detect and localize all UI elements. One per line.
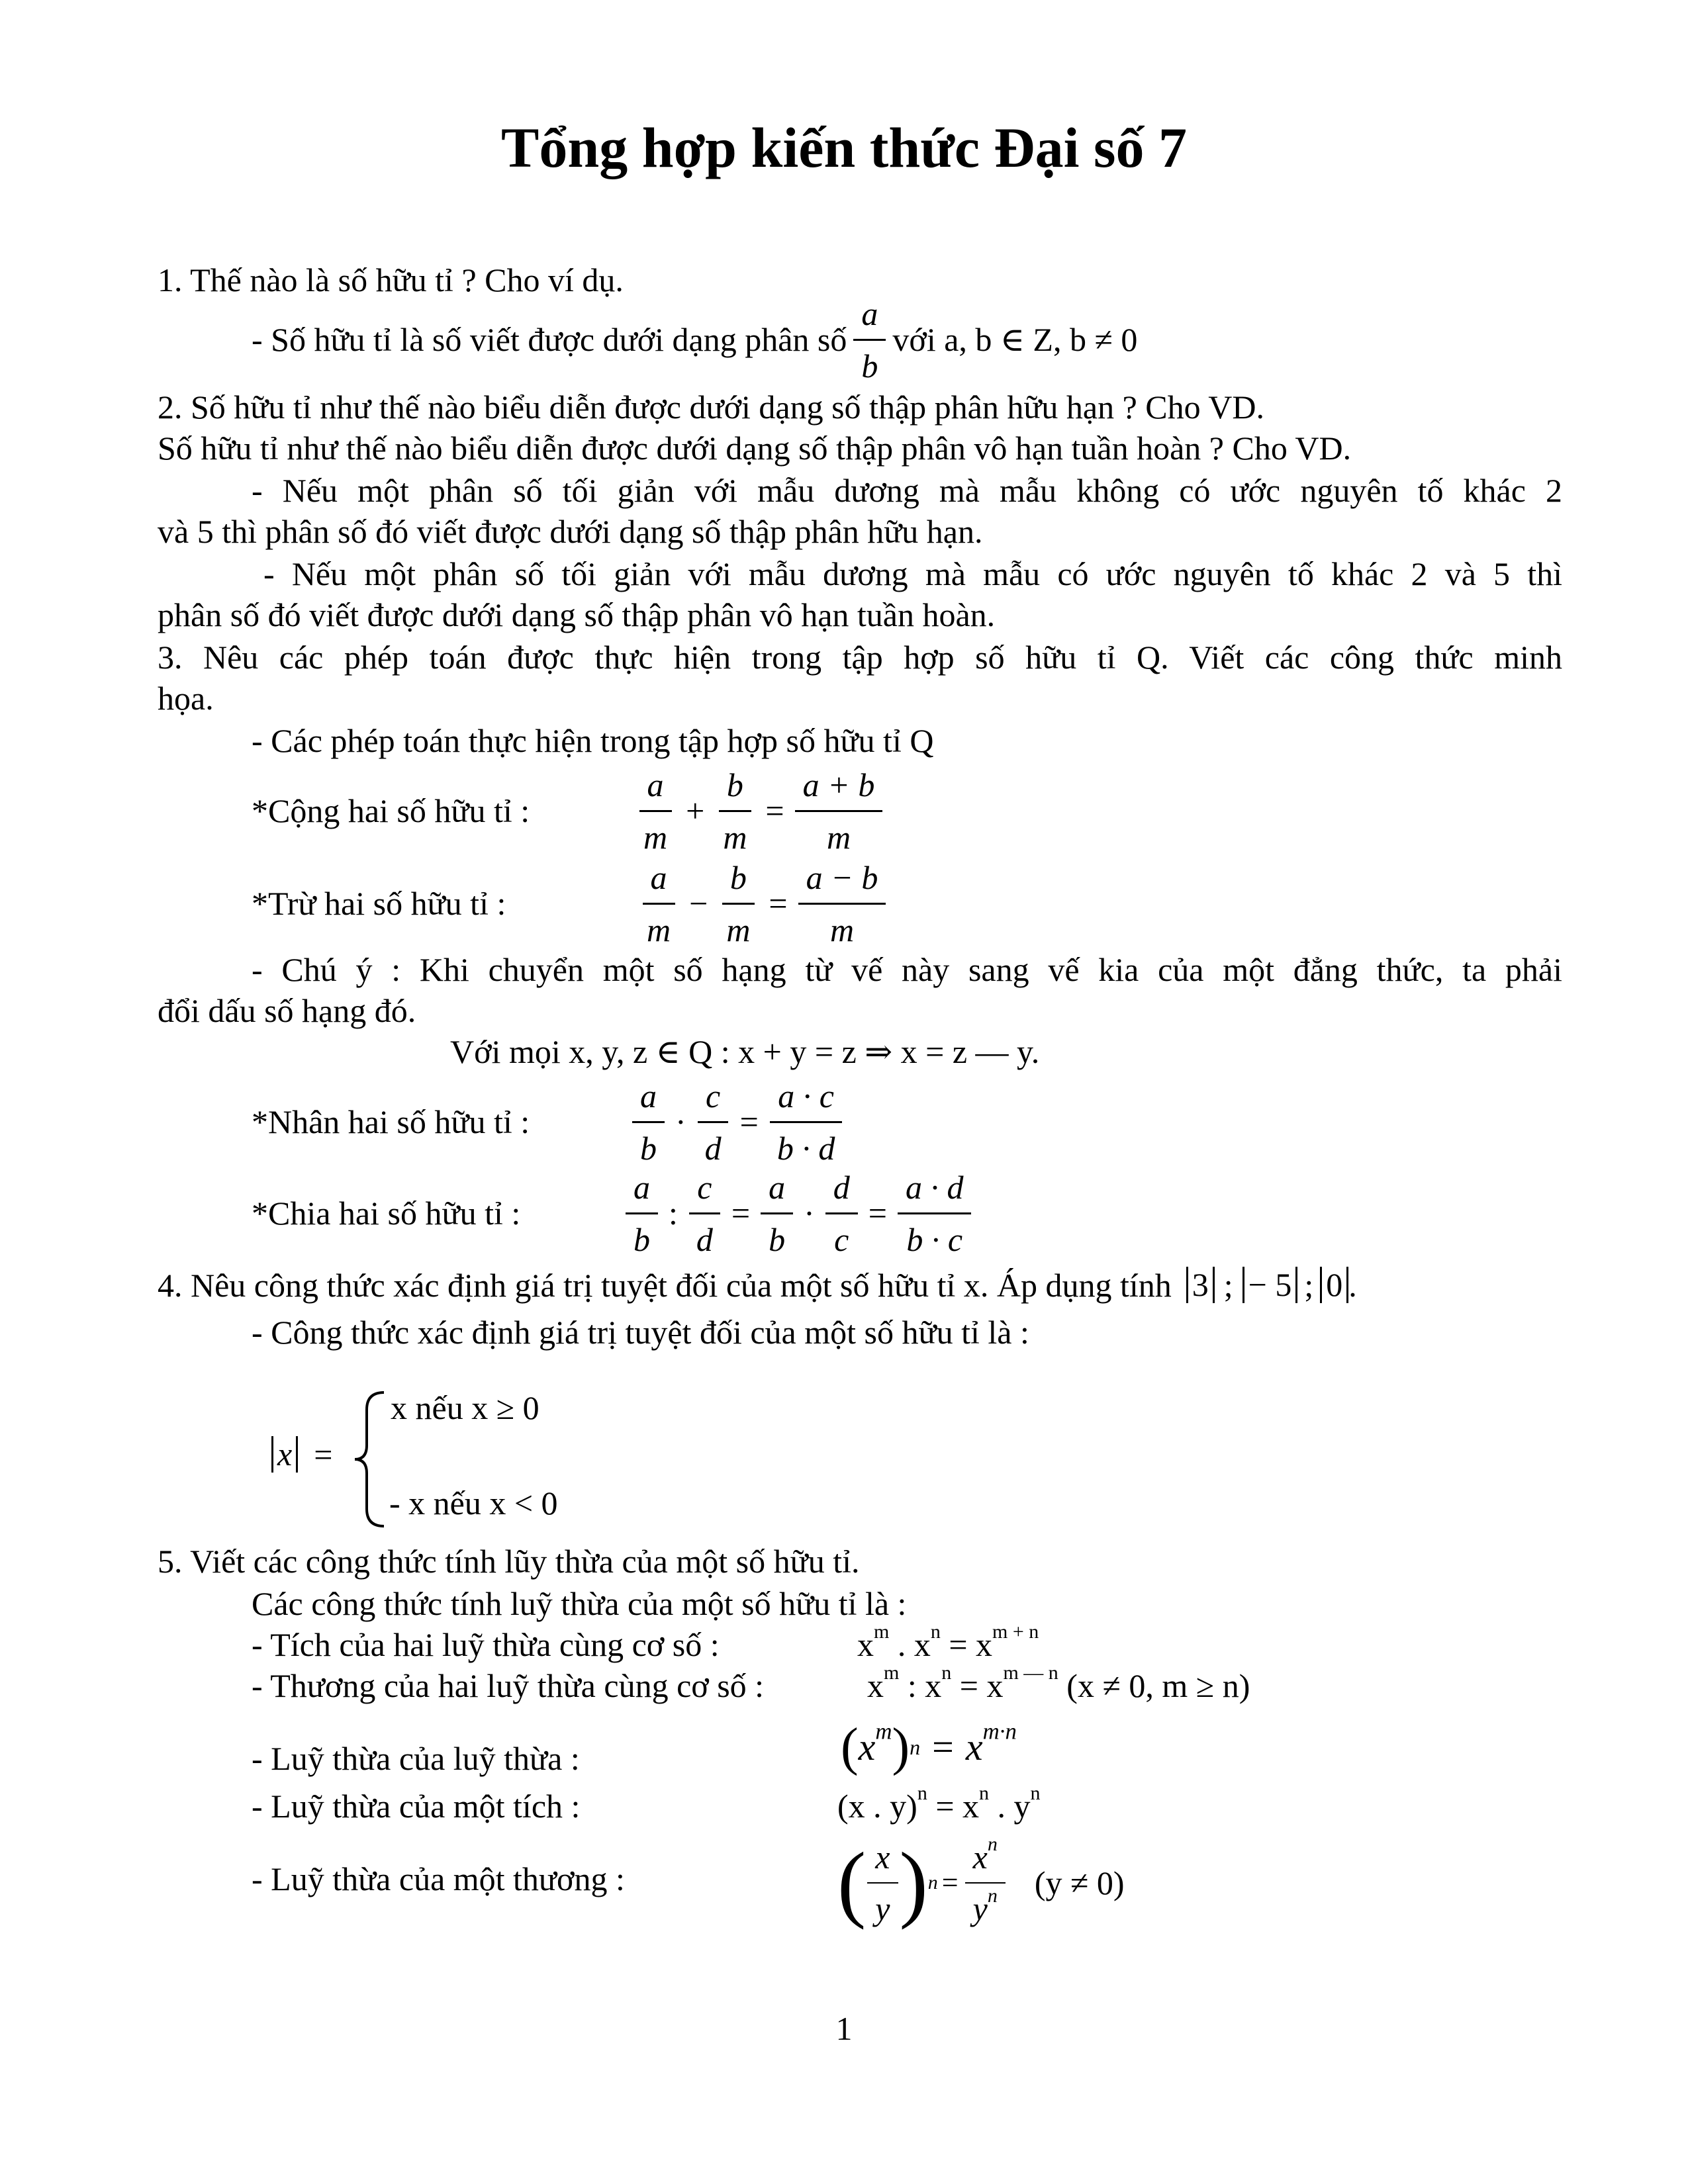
sub-label: *Trừ hai số hữu tỉ : — [252, 885, 506, 922]
rule-5-formula: ( $\frac{x}{y}$ ) n = $\frac{x^n}{y^n}$ (y ≠ 0) — [837, 1833, 1125, 1931]
add-label: *Cộng hai số hữu tỉ : — [252, 792, 530, 829]
rule-2-formula: $x^m$ : $x^n = x^{m — n}$ (x ≠ 0, m ≥ n) — [867, 1662, 1250, 1704]
answer-3-intro: - Các phép toán thực hiện trong tập hợp số hữu tỉ Q — [252, 722, 934, 759]
answer-1 — [252, 295, 1138, 385]
add-formula: $\frac{a}{m}$ + $\frac{b}{m}$ = $\frac{a + b}{m}$ — [629, 768, 889, 854]
abs-0: 0 — [1320, 1267, 1348, 1303]
answer-1-text: - Số hữu tỉ là số viết được dưới dạng phân số — [252, 321, 847, 358]
answer-5-intro: Các công thức tính luỹ thừa của một số hữu tỉ là : — [252, 1585, 907, 1622]
note-formula: Với mọi x, y, z ∈ Q : x + y = z ⇒ x = z — y. — [450, 1033, 1040, 1070]
div-label: *Chia hai số hữu tỉ : — [252, 1195, 521, 1232]
rule-5-label: - Luỹ thừa của một thương : — [252, 1860, 625, 1897]
note-line1: - Chú ý : Khi chuyển một số hạng từ vế này sang vế kia của một đẳng thức, ta phải — [252, 951, 1562, 988]
answer-2b-line2: phân số đó viết được dưới dạng số thập phân vô hạn tuần hoàn. — [158, 596, 996, 633]
abs-3: 3 — [1186, 1267, 1215, 1303]
sub-formula: $\frac{a}{m}$ − $\frac{b}{m}$ = $\frac{a - b}{m}$ — [632, 860, 892, 946]
question-2a: 2. Số hữu tỉ như thế nào biểu diễn được dưới dạng số thập phân hữu hạn ? Cho VD. — [158, 388, 1264, 426]
page-title: Tổng hợp kiến thức Đại số 7 — [501, 116, 1187, 179]
mul-label: *Nhân hai số hữu tỉ : — [252, 1103, 530, 1140]
curly-brace-icon — [351, 1390, 391, 1529]
fraction-a-over-b: $\frac{a}{b}$ — [853, 294, 886, 386]
abs-minus-5: − 5 — [1243, 1267, 1298, 1303]
question-1: 1. Thế nào là số hữu tỉ ? Cho ví dụ. — [158, 261, 624, 298]
rule-3-formula: ( $x^m$ ) n = $x^{m\cdot n}$ — [841, 1718, 1017, 1776]
answer-2b-line1: - Nếu một phân số tối giản với mẫu dương mà mẫu có ước nguyên tố khác 2 và 5 thì — [263, 555, 1562, 592]
page-number: 1 — [835, 2010, 853, 2047]
note-line2: đổi dấu số hạng đó. — [158, 992, 416, 1029]
abs-case-2: - x nếu x < 0 — [389, 1484, 558, 1522]
abs-case-1: x nếu x ≥ 0 — [391, 1389, 539, 1426]
question-5: 5. Viết các công thức tính lũy thừa của một số hữu tỉ. — [158, 1543, 860, 1580]
rule-1-label: - Tích của hai luỹ thừa cùng cơ số : — [252, 1626, 720, 1663]
rule-3-label: - Luỹ thừa của luỹ thừa : — [252, 1740, 580, 1777]
answer-4: - Công thức xác định giá trị tuyệt đối của một số hữu tỉ là : — [252, 1314, 1029, 1351]
rule-1-formula: $x^m$ . $x^n = x^{m + n}$ — [857, 1621, 1039, 1663]
answer-2a-line1: - Nếu một phân số tối giản với mẫu dương mà mẫu không có ước nguyên tố khác 2 — [252, 472, 1562, 509]
div-formula: $\frac{a}{b}$ : $\frac{c}{d}$ = $\frac{a}{b}$ · $\frac{d}{c}$ = $\frac{a \cdot d}{b \cdot c}$ — [619, 1170, 978, 1256]
question-3-line2: họa. — [158, 680, 214, 717]
answer-1-condition: với a, b ∈ Z, b ≠ 0 — [892, 321, 1138, 358]
answer-2a-line2: và 5 thì phân số đó viết được dưới dạng số thập phân hữu hạn. — [158, 513, 983, 550]
question-4: 4. Nêu công thức xác định giá trị tuyệt đối của một số hữu tỉ x. Áp dụng tính 3 ; − 5 ; 0 . — [158, 1266, 1357, 1304]
rule-4-formula: (x . $y)^n = x^n$ . $y^n$ — [837, 1782, 1041, 1825]
abs-definition-lhs: x = — [271, 1436, 332, 1473]
question-2b: Số hữu tỉ như thế nào biểu diễn được dưới dạng số thập phân vô hạn tuần hoàn ? Cho VD. — [158, 430, 1352, 467]
rule-4-label: - Luỹ thừa của một tích : — [252, 1788, 581, 1825]
rule-2-label: - Thương của hai luỹ thừa cùng cơ số : — [252, 1667, 765, 1704]
question-3-line1: 3. Nêu các phép toán được thực hiện trong tập hợp số hữu tỉ Q. Viết các công thức minh — [158, 639, 1562, 676]
mul-formula: $\frac{a}{b}$ · $\frac{c}{d}$ = $\frac{a \cdot c}{b \cdot d}$ — [626, 1079, 849, 1165]
